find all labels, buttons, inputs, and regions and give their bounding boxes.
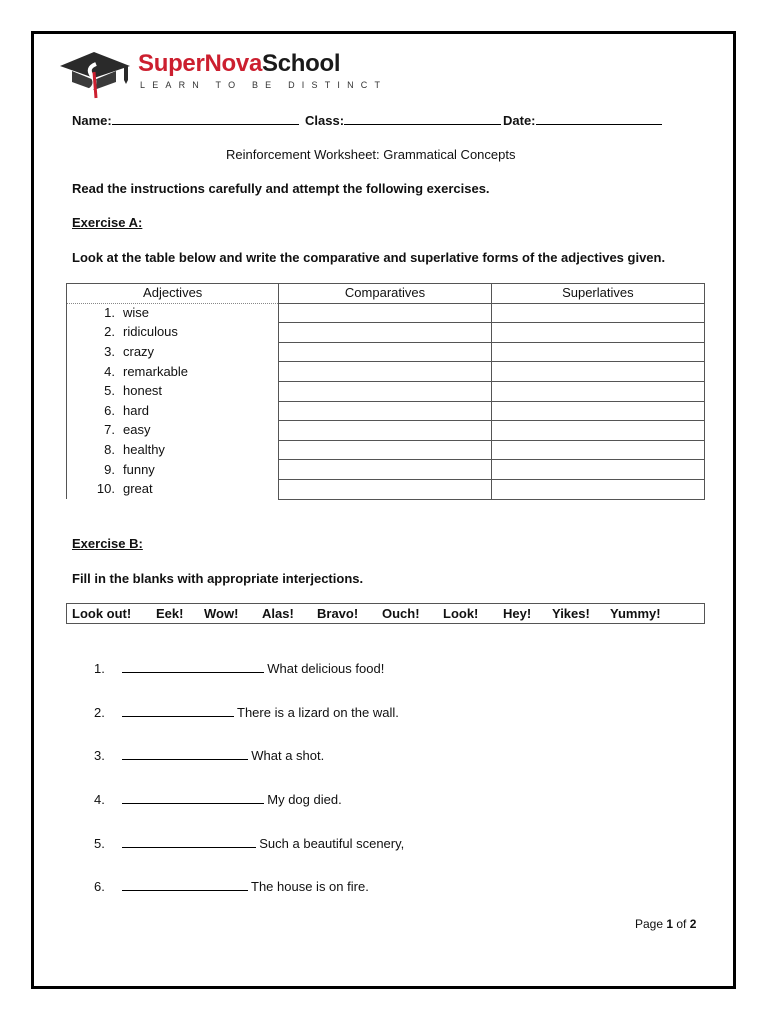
fill-item-number: 5. (94, 836, 105, 851)
fill-item-number: 6. (94, 879, 105, 894)
fill-item-text: What delicious food! (267, 661, 385, 676)
adjective-word: wise (123, 305, 150, 321)
table-row (67, 460, 705, 480)
fill-item-number: 3. (94, 748, 105, 763)
class-blank[interactable] (344, 112, 501, 125)
superlative-cell[interactable] (491, 421, 704, 441)
adjective-cell (67, 381, 279, 401)
col-superlatives: Superlatives (491, 284, 704, 304)
interjection-word: Alas! (262, 606, 294, 621)
instructions: Read the instructions carefully and attempt the following exercises. (72, 181, 490, 196)
adjective-number: 7. (104, 422, 115, 438)
brand-name-part2: School (262, 50, 341, 77)
interjection-word: Ouch! (382, 606, 420, 621)
interjection-word: Look out! (72, 606, 132, 621)
superlative-cell[interactable] (491, 303, 704, 323)
adjective-word: easy (123, 422, 151, 438)
adjective-cell (67, 460, 279, 480)
date-blank[interactable] (536, 112, 662, 125)
adjective-number: 9. (104, 461, 115, 477)
superlative-cell[interactable] (491, 323, 704, 343)
superlative-cell[interactable] (491, 460, 704, 480)
exercise-a-heading: Exercise A: (72, 215, 143, 230)
date-field[interactable] (503, 112, 662, 128)
adjective-number: 6. (104, 402, 115, 418)
class-field[interactable] (305, 112, 501, 128)
fill-item-text: There is a lizard on the wall. (237, 705, 399, 720)
brand-tagline: LEARN TO BE DISTINCT (140, 80, 388, 90)
exercise-b-prompt: Fill in the blanks with appropriate interjections. (72, 571, 364, 586)
adjective-cell (67, 342, 279, 362)
date-label: Date: (503, 113, 536, 128)
fill-item-4 (94, 791, 342, 807)
interjection-word: Look! (443, 606, 479, 621)
comparative-cell[interactable] (279, 421, 491, 441)
table-row (67, 401, 705, 421)
adjective-cell (67, 303, 279, 323)
fill-item-2 (94, 704, 399, 720)
superlative-cell[interactable] (491, 479, 704, 499)
adjective-word: honest (123, 383, 163, 399)
superlative-cell[interactable] (491, 362, 704, 382)
fill-item-number: 4. (94, 792, 105, 807)
adjective-number: 2. (104, 324, 115, 340)
name-label: Name: (72, 113, 112, 128)
page-prefix: Page (635, 917, 667, 931)
fill-item-5 (94, 835, 404, 851)
superlative-cell[interactable] (491, 440, 704, 460)
page-current: 1 (666, 917, 674, 931)
brand-logo (58, 44, 388, 100)
worksheet-title: Reinforcement Worksheet: Grammatical Concepts (226, 147, 516, 162)
fill-item-text: What a shot. (251, 748, 325, 763)
adjective-number: 8. (104, 442, 115, 458)
table-row (67, 421, 705, 441)
exercise-b-heading: Exercise B: (72, 536, 143, 551)
comparative-cell[interactable] (279, 440, 491, 460)
fill-blank[interactable] (122, 835, 256, 848)
adjective-number: 4. (104, 363, 115, 379)
comparative-cell[interactable] (279, 303, 491, 323)
adjective-word: healthy (123, 442, 165, 458)
interjection-word: Wow! (204, 606, 239, 621)
adjective-word: great (123, 481, 153, 497)
superlative-cell[interactable] (491, 401, 704, 421)
fill-item-text: The house is on fire. (251, 879, 369, 894)
adjective-cell (67, 421, 279, 441)
col-adjectives: Adjectives (67, 284, 279, 304)
table-row (67, 440, 705, 460)
fill-item-text: My dog died. (267, 792, 342, 807)
class-label: Class: (305, 113, 345, 128)
interjection-word-bank (66, 603, 705, 624)
name-blank[interactable] (112, 112, 299, 125)
comparative-cell[interactable] (279, 460, 491, 480)
adjective-number: 1. (104, 305, 115, 321)
table-row (67, 381, 705, 401)
fill-item-number: 2. (94, 705, 105, 720)
adjective-cell (67, 479, 279, 499)
fill-blank[interactable] (122, 660, 264, 673)
adjectives-table (66, 283, 705, 500)
adjective-cell (67, 440, 279, 460)
table-row (67, 303, 705, 323)
adjective-number: 10. (96, 481, 115, 497)
table-row (67, 323, 705, 343)
adjective-number: 3. (104, 344, 115, 360)
brand-name (138, 50, 340, 78)
interjection-word: Eek! (156, 606, 184, 621)
fill-blank[interactable] (122, 747, 248, 760)
superlative-cell[interactable] (491, 342, 704, 362)
page-total: 2 (689, 917, 697, 931)
fill-item-3 (94, 747, 324, 763)
comparative-cell[interactable] (279, 323, 491, 343)
graduation-cap-icon (58, 44, 136, 100)
fill-blank[interactable] (122, 791, 264, 804)
col-comparatives: Comparatives (279, 284, 491, 304)
comparative-cell[interactable] (279, 342, 491, 362)
superlative-cell[interactable] (491, 381, 704, 401)
fill-item-6 (94, 878, 369, 894)
adjective-cell (67, 323, 279, 343)
adjective-word: crazy (123, 344, 155, 360)
fill-item-number: 1. (94, 661, 105, 676)
table-row (67, 362, 705, 382)
adjective-word: ridiculous (123, 324, 178, 340)
comparative-cell[interactable] (279, 362, 491, 382)
adjective-word: remarkable (123, 363, 189, 379)
table-header-row (67, 284, 705, 304)
table-row (67, 479, 705, 499)
comparative-cell[interactable] (279, 479, 491, 499)
comparative-cell[interactable] (279, 401, 491, 421)
adjective-word: hard (123, 402, 150, 418)
table-row (67, 342, 705, 362)
brand-name-part1: SuperNova (138, 50, 263, 77)
page-number (635, 917, 696, 931)
fill-blank[interactable] (122, 704, 234, 717)
adjective-cell (67, 362, 279, 382)
fill-blank[interactable] (122, 878, 248, 891)
comparative-cell[interactable] (279, 381, 491, 401)
interjection-word: Yikes! (552, 606, 590, 621)
name-field[interactable] (72, 112, 299, 128)
interjection-word: Yummy! (610, 606, 661, 621)
page-of: of (673, 917, 690, 931)
interjection-word: Hey! (503, 606, 532, 621)
interjection-word: Bravo! (317, 606, 359, 621)
fill-item-1 (94, 660, 384, 676)
adjective-word: funny (123, 461, 155, 477)
fill-item-text: Such a beautiful scenery, (259, 836, 405, 851)
adjective-cell (67, 401, 279, 421)
exercise-a-prompt: Look at the table below and write the comparative and superlative forms of the adjectives given. (72, 250, 666, 265)
adjective-number: 5. (104, 383, 115, 399)
